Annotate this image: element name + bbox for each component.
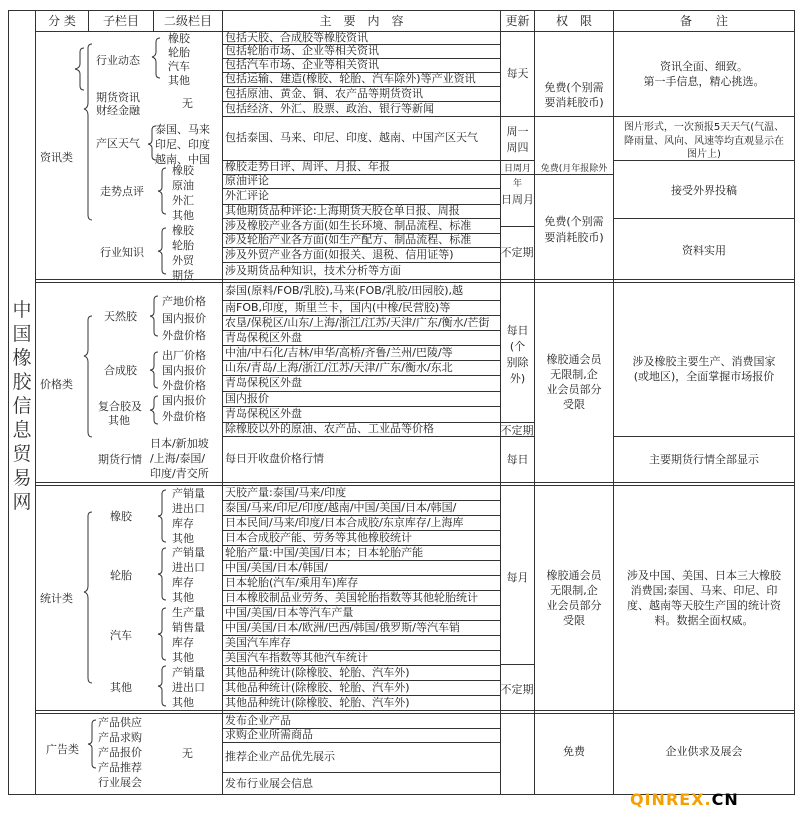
stats-content-row: 其他品种统计(除橡胶、轮胎、汽车外) [225,666,410,679]
news-sub-industry: 行业动态 [96,54,140,67]
news-sub4-item: 外汇 [172,194,194,207]
stats-note-3: 度、越南等天胶生产国的统计资 [627,599,781,612]
news-sub4-item: 橡胶 [172,164,194,177]
price-sub3-item: 外盘价格 [162,410,206,423]
price-content-row: 泰国(原料/FOB/乳胶),马来(FOB/乳胶/田园胶),越 [225,284,464,297]
ads-item: 行业展会 [98,776,142,789]
news-sub4-item: 原油 [172,179,194,192]
stats-content-row: 中国/美国/日本等汽车产量 [225,606,354,619]
stats-rubber-item: 产销量 [172,487,205,500]
news-sub-futures: 期货资讯 [96,91,140,104]
stats-note-1: 涉及中国、美国、日本三大橡胶 [627,569,781,582]
news-sub1-item: 轮胎 [168,46,190,59]
news-none: 无 [182,97,193,110]
price-content-row: 农垦/保税区/山东/上海/浙江/江苏/天津/广东/衡水/芒街 [225,316,490,329]
price-sub2-item: 外盘价格 [162,379,206,392]
price-update-irregular: 不定期 [500,424,534,437]
news-sub-weather: 产区天气 [96,137,140,150]
stats-content-row: 天胶产量:泰国/马来/印度 [225,486,347,499]
news-note-1b: 第一手信息，精心挑选。 [643,75,765,88]
stats-tire-item: 其他 [172,591,194,604]
price-update-4: 外) [509,372,526,385]
price-note-2: 主要期货行情全部显示 [649,453,759,466]
stats-auto-item: 销售量 [172,621,205,634]
header-category: 分 类 [48,14,76,28]
stats-content-row: 美国汽车库存 [225,636,291,649]
news-content-row: 橡胶走势日评、周评、月报、年报 [225,160,390,173]
header-permission: 权 限 [555,14,592,28]
stats-update-irregular: 不定期 [500,683,534,696]
news-content-row: 包括经济、外汇、股票、政治、银行等新闻 [225,102,434,115]
news-permission-1a: 免费(个别需 [544,81,604,94]
news-content-row: 包括汽车市场、企业等相关资讯 [225,58,379,71]
news-content-row: 外汇评论 [225,189,269,202]
header-secondary-column: 二级栏目 [163,14,212,28]
stats-note-4: 料。数据全面权威。 [654,614,754,627]
ads-content-row: 求购企业所需商品 [225,728,313,741]
price-sub2-item: 出厂价格 [162,349,206,362]
news-sub1-item: 橡胶 [168,32,190,45]
news-sub1-item: 其他 [168,74,190,87]
stats-auto-item: 生产量 [172,606,205,619]
stats-permission-4: 受限 [563,614,585,627]
ads-none: 无 [182,747,193,760]
price-sub-compound-a: 复合胶及 [98,400,142,413]
news-sub5-item: 期货 [172,269,194,282]
stats-permission-1: 橡胶通会员 [546,569,602,582]
price-sub1-item: 产地价格 [162,295,206,308]
news-update-review: 日周月 [501,193,534,206]
news-category: 资讯类 [40,151,73,164]
price-content-row: 山东/青岛/上海/浙江/江苏/天津/广东/衡水/东北 [225,361,453,374]
news-permission-review-top: 免费(月年报除外 [540,164,608,174]
news-content-row: 包括原油、黄金、铜、农产品等期货资讯 [225,87,423,100]
price-permission-4: 受限 [563,398,585,411]
stats-content-row: 中国/美国/日本/欧洲/巴西/韩国/俄罗斯/等汽车销 [225,621,460,634]
news-permission-2a: 免费(个别需 [544,215,604,228]
stats-note-2: 消费国;泰国、马来、印尼、印 [630,584,778,597]
header-notes: 备 注 [679,14,728,28]
news-sub5-item: 外贸 [172,254,194,267]
ads-note: 企业供求及展会 [665,745,743,758]
price-note-1a: 涉及橡胶主要生产、消费国家 [632,355,776,368]
stats-update-monthly: 每月 [506,571,529,584]
site-title: 中国橡胶信息贸易网 [12,299,32,513]
news-note-1a: 资讯全面、细致。 [660,60,748,73]
news-sub4-item: 其他 [172,209,194,222]
news-content-row: 涉及轮胎产业各方面(如生产配方、制品流程、标准 [225,233,472,246]
news-sub5-item: 橡胶 [172,224,194,237]
ads-item: 产品供应 [98,716,142,729]
ads-item: 产品推荐 [98,761,142,774]
stats-other-item: 进出口 [172,681,205,694]
stats-permission-2: 无限制,企 [550,584,598,597]
price-permission-1: 橡胶通会员 [546,353,602,366]
header-subcolumn: 子栏目 [102,14,139,28]
stats-content-row: 其他品种统计(除橡胶、轮胎、汽车外) [225,681,410,694]
price-sub1-item: 外盘价格 [162,329,206,342]
price-sub-futures: 期货行情 [98,453,142,466]
header-update: 更新 [505,14,530,28]
stats-sub-auto: 汽车 [110,629,132,642]
news-update-daily: 每天 [506,67,529,80]
stats-sub-rubber: 橡胶 [110,510,132,523]
stats-content-row: 日本合成胶产能、劳务等其他橡胶统计 [225,531,412,544]
header-main-content: 主 要 内 容 [319,14,404,28]
price-sub2-item: 国内报价 [162,364,206,377]
news-sub3-item: 泰国、马来 [155,123,210,136]
price-content-row: 中油/中石化/吉林/申华/高桥/齐鲁/兰州/巴陵/等 [225,346,453,359]
price-content-row: 南FOB,印度，斯里兰卡，国内(中橡/民营胶)等 [225,301,451,314]
price-update-daily: 每日 [506,453,529,466]
stats-rubber-item: 库存 [172,517,194,530]
price-sub3-item: 国内报价 [162,394,206,407]
stats-tire-item: 进出口 [172,561,205,574]
watermark-dot: . [704,790,712,809]
stats-permission-3: 业会员部分 [546,599,602,612]
news-sub-review: 走势点评 [100,185,144,198]
price-content-row: 青岛保税区外盘 [225,407,302,420]
ads-content-row: 发布企业产品 [225,714,291,727]
news-update-review-top: 日周月年 [503,164,531,189]
price-content-row: 每日开收盘价格行情 [225,452,324,465]
price-permission-3: 业会员部分 [546,383,602,396]
news-content-row: 包括轮胎市场、企业等相关资讯 [225,44,379,57]
price-sub4-item: 日本/新加坡 [150,437,209,450]
stats-tire-item: 产销量 [172,546,205,559]
price-update-1: 每日 [506,324,529,337]
stats-content-row: 中国/美国/日本/韩国/ [225,561,328,574]
news-sub-knowledge: 行业知识 [100,246,144,259]
price-content-row: 国内报价 [225,392,269,405]
price-sub-compound-b: 其他 [108,414,130,427]
price-permission-2: 无限制,企 [550,368,598,381]
news-note-2b: 降雨量、风向、风速等均直观显示在 [624,136,784,147]
price-sub-natural: 天然胶 [104,310,137,323]
news-content-row: 其他期货品种评论:上海期货天胶仓单日报、周报 [225,204,460,217]
ads-permission: 免费 [563,745,585,758]
news-note-4: 资料实用 [682,244,726,257]
stats-other-item: 其他 [172,696,194,709]
news-content-row: 包括泰国、马来、印尼、印度、越南、中国产区天气 [225,131,478,144]
watermark [630,790,739,809]
news-sub3-item: 印尼、印度 [155,138,210,151]
news-content-row: 涉及橡胶产业各方面(如生长环境、制品流程、标准 [225,219,472,232]
price-note-1b: (或地区)，全面掌握市场报价 [633,370,775,383]
watermark-right: CN [711,790,739,809]
news-sub5-item: 轮胎 [172,239,194,252]
stats-content-row: 泰国/马来/印尼/印度/越南/中国/美国/日本/韩国/ [225,501,457,514]
price-sub1-item: 国内报价 [162,312,206,325]
price-content-row: 青岛保税区外盘 [225,376,302,389]
news-update-weather-2: 周四 [506,141,529,154]
stats-auto-item: 库存 [172,636,194,649]
ads-item: 产品求购 [98,731,142,744]
ads-content-row: 发布行业展会信息 [225,777,313,790]
news-sub3-item: 越南、中国 [155,153,210,166]
stats-rubber-item: 其他 [172,532,194,545]
stats-category: 统计类 [40,592,73,605]
price-update-3: 别除 [506,356,529,369]
news-note-3: 接受外界投稿 [671,184,737,197]
stats-content-row: 其他品种统计(除橡胶、轮胎、汽车外) [225,696,410,709]
stats-auto-item: 其他 [172,651,194,664]
stats-sub-tire: 轮胎 [110,569,132,582]
stats-content-row: 日本轮胎(汽车/乘用车)库存 [225,576,359,589]
stats-tire-item: 库存 [172,576,194,589]
ads-item: 产品报价 [98,746,142,759]
ads-content-row: 推荐企业产品优先展示 [225,750,335,763]
price-update-2: (个 [509,340,526,353]
news-content-row: 包括天胶、合成胶等橡胶资讯 [225,31,368,44]
stats-content-row: 日本橡胶制品业劳务、美国轮胎指数等其他轮胎统计 [225,591,478,604]
stats-other-item: 产销量 [172,666,205,679]
price-content-row: 除橡胶以外的原油、农产品、工业品等价格 [225,422,434,435]
news-update-weather-1: 周一 [506,125,529,138]
price-sub4-item: /上海/泰国/ [150,452,206,465]
news-permission-1b: 要消耗胶币) [544,96,604,109]
news-sub1-item: 汽车 [168,60,190,73]
news-note-2a: 图片形式，一次预报5天天气(气温、 [623,122,785,133]
news-content-row: 涉及期货品种知识，技术分析等方面 [225,264,401,277]
price-content-row: 青岛保税区外盘 [225,331,302,344]
news-content-row: 涉及外贸产业各方面(如报关、退税、信用证等) [225,248,454,261]
watermark-left: QINREX [630,790,705,809]
stats-content-row: 日本民间/马来/印度/日本合成胶/东京库存/上海库 [225,516,464,529]
news-permission-2b: 要消耗胶币) [544,231,604,244]
stats-content-row: 美国汽车指数等其他汽车统计 [225,651,368,664]
news-content-row: 原油评论 [225,174,269,187]
news-sub-finance: 财经金融 [96,104,140,117]
news-note-2c: 图片上) [687,149,721,160]
price-sub4-item: 印度/青交所 [150,467,209,480]
ads-category: 广告类 [46,743,79,756]
price-category: 价格类 [40,378,73,391]
stats-rubber-item: 进出口 [172,502,205,515]
price-sub-synthetic: 合成胶 [104,364,137,377]
news-update-irregular: 不定期 [500,246,534,259]
stats-sub-other: 其他 [110,681,132,694]
stats-content-row: 轮胎产量:中国/美国/日本；日本轮胎产能 [225,546,424,559]
news-content-row: 包括运输、建造(橡胶、轮胎、汽车除外)等产业资讯 [225,72,476,85]
